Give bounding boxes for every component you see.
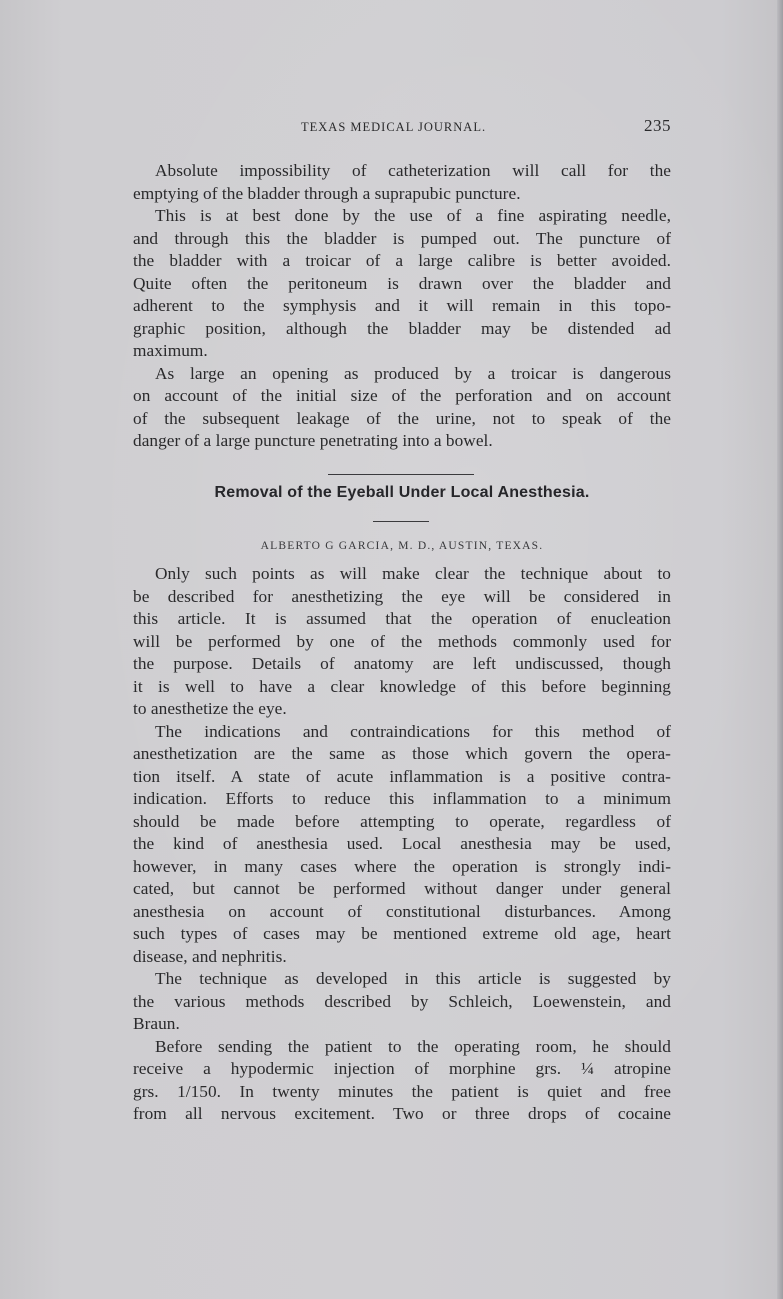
text-line: however, in many cases where the operation is strongly indi- <box>133 856 671 876</box>
text-line: the various methods described by Schleich, Loewenstein, and <box>133 991 671 1011</box>
article-title: Removal of the Eyeball Under Local Anesthesia. <box>214 484 590 501</box>
text-line: Braun. <box>133 1014 180 1033</box>
paragraph <box>133 1036 671 1126</box>
intro-text <box>133 160 671 453</box>
text-line: the kind of anesthesia used. Local anesthesia may be used, <box>133 834 671 853</box>
running-title: TEXAS MEDICAL JOURNAL. <box>301 120 487 134</box>
text-line: emptying of the bladder through a suprapubic puncture. <box>133 183 521 203</box>
article-byline: ALBERTO G GARCIA, M. D., AUSTIN, TEXAS. <box>260 540 544 552</box>
text-line: indication. Efforts to reduce this inflammation to a minimum <box>133 789 671 808</box>
text-line: This is at best done by the use of a fine aspirating needle, <box>155 206 671 225</box>
text-line: maximum. <box>133 341 208 360</box>
running-header <box>133 116 671 138</box>
text-line: and through this the bladder is pumped out. The puncture of <box>133 228 671 248</box>
article-body <box>133 563 671 1126</box>
text-line: The indications and contraindications for this method of <box>155 721 671 741</box>
text-line: from all nervous excitement. Two or three drops of cocaine <box>133 1104 671 1123</box>
text-line: As large an opening as produced by a troicar is dangerous <box>155 363 671 383</box>
text-line: Quite often the peritoneum is drawn over the bladder and <box>133 273 671 293</box>
text-line: adherent to the symphysis and it will remain in this topo- <box>133 296 671 315</box>
text-line: disease, and nephritis. <box>133 946 287 966</box>
title-divider-rule <box>373 521 429 522</box>
text-line: graphic position, although the bladder may be distended ad <box>133 318 671 338</box>
text-line: receive a hypodermic injection of morphine grs. ¼ atropine <box>133 1059 671 1078</box>
text-line: cated, but cannot be performed without danger under general <box>133 879 671 898</box>
paragraph <box>133 563 671 721</box>
text-line: the purpose. Details of anatomy are left undiscussed, though <box>133 654 671 673</box>
text-line: danger of a large puncture penetrating into a bowel. <box>133 431 493 450</box>
paragraph <box>133 205 671 363</box>
page-edge-shadow <box>777 0 783 1299</box>
section-divider-rule <box>328 474 474 475</box>
page-number: 235 <box>644 116 671 135</box>
text-line: will be performed by one of the methods commonly used for <box>133 631 671 651</box>
text-line: this article. It is assumed that the operation of enucleation <box>133 609 671 628</box>
text-line: to anesthetize the eye. <box>133 699 287 718</box>
text-line: Before sending the patient to the operating room, he should <box>155 1036 671 1056</box>
text-line: anesthetization are the same as those which govern the opera- <box>133 744 671 763</box>
text-line: anesthesia on account of constitutional disturbances. Among <box>133 901 671 921</box>
text-line: tion itself. A state of acute inflammation is a positive contra- <box>133 766 671 786</box>
text-line: Absolute impossibility of catheterization will call for the <box>155 161 671 180</box>
text-line: should be made before attempting to operate, regardless of <box>133 811 671 831</box>
text-line: be described for anesthetizing the eye will be considered in <box>133 586 671 606</box>
text-line: grs. 1/150. In twenty minutes the patient is quiet and free <box>133 1081 671 1101</box>
text-line: it is well to have a clear knowledge of this before beginning <box>133 676 671 696</box>
text-line: Only such points as will make clear the technique about to <box>155 564 671 583</box>
text-line: of the subsequent leakage of the urine, not to speak of the <box>133 408 671 428</box>
paragraph <box>133 160 671 205</box>
text-line: the bladder with a troicar of a large calibre is better avoided. <box>133 251 671 270</box>
text-line: on account of the initial size of the perforation and on account <box>133 386 671 405</box>
text-line: The technique as developed in this article is suggested by <box>155 969 671 988</box>
paragraph <box>133 968 671 1036</box>
paragraph <box>133 363 671 453</box>
text-line: such types of cases may be mentioned extreme old age, heart <box>133 924 671 943</box>
paragraph <box>133 721 671 969</box>
